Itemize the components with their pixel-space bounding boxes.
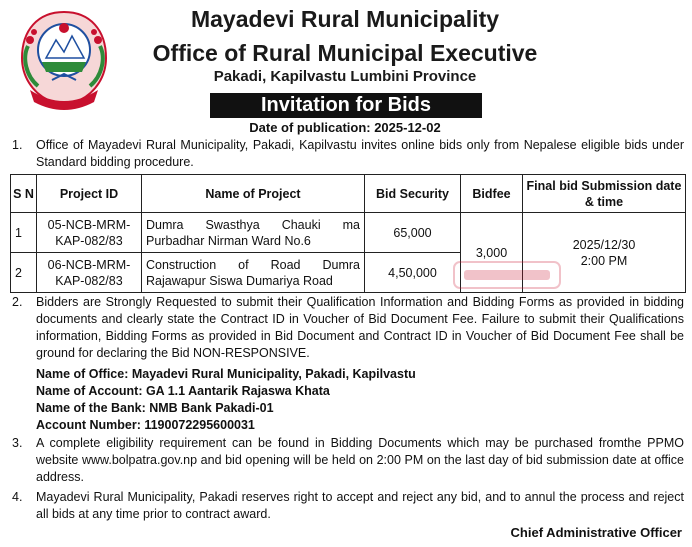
invitation-heading: Invitation for Bids [210,93,482,118]
cell-bidfee: 3,000 [461,213,523,293]
clause-text: Office of Mayadevi Rural Municipality, Pakadi, Kapilvastu invites online bids only from Nepalese eligible bids under Standard bidding procedure. [36,138,684,169]
clause-2 [12,294,684,362]
watermark-logo-icon [452,258,562,292]
bank-name: Name of the Bank: NMB Bank Pakadi-01 [36,401,274,415]
signatory-title: Chief Administrative Officer [510,525,682,540]
col-project-id-header: Project ID [37,175,142,213]
clause-number: 4. [12,490,23,504]
clause-number: 2. [12,295,23,309]
table-row [11,213,686,253]
cell-sn: 2 [11,253,37,293]
deadline-time: 2:00 PM [580,253,628,268]
col-bidfee-header: Bidfee [461,175,523,213]
clause-text: Mayadevi Rural Municipality, Pakadi reserves right to accept and reject any bid, and to annul the process and reject all bids at any time prior to contract award. [36,490,684,521]
table-header-row [11,175,686,213]
col-project-name-header: Name of Project [142,175,365,213]
cell-project-id: 06-NCB-MRM-KAP-082/83 [37,253,142,293]
account-office-name: Name of Office: Mayadevi Rural Municipality, Pakadi, Kapilvastu [36,367,416,381]
cell-project-id: 05-NCB-MRM-KAP-082/83 [37,213,142,253]
account-name: Name of Account: GA 1.1 Aantarik Rajaswa Khata [36,384,330,398]
cell-bid-security: 65,000 [365,213,461,253]
bid-table [10,174,686,293]
col-deadline-header: Final bid Submission date & time [523,175,686,213]
clause-number: 3. [12,436,23,450]
clause-3 [12,435,684,486]
clause-1 [12,137,684,171]
cell-project-name: Construction of Road Dumra Rajawapur Siswa Dumariya Road [142,253,365,293]
account-number: Account Number: 1190072295600031 [36,418,255,432]
clause-4 [12,489,684,523]
publication-date: Date of publication: 2025-12-02 [249,120,441,135]
office-title: Office of Rural Municipal Executive [152,40,538,66]
cell-project-name: Dumra Swasthya Chauki ma Purbadhar Nirman Ward No.6 [142,213,365,253]
cell-sn: 1 [11,213,37,253]
col-bid-security-header: Bid Security [365,175,461,213]
clause-number: 1. [12,138,23,152]
address-line: Pakadi, Kapilvastu Lumbini Province [213,68,477,85]
cell-bid-security: 4,50,000 [365,253,461,293]
municipality-title: Mayadevi Rural Municipality [190,6,500,32]
col-sn-header: S N [11,175,37,213]
deadline-date: 2025/12/30 [572,237,636,252]
clause-text: Bidders are Strongly Requested to submit their Qualification Information and Bidding Forms as provided in bidding documents and clearly state the Contract ID in Voucher of Bid Document Fee. Failure to submit their Qualifications information, Bidding Forms as provided in Bid Document and Contract ID in Voucher of Bid Document Fee shall be ground for declaring the Bid NON-RESPONSIVE. [36,295,684,360]
clause-text: A complete eligibility requirement can be found in Bidding Documents which may be purchased fromthe PPMO website www.bolpatra.gov.np and bid opening will be held on 2:00 PM on the last day of bid submission date at office address. [36,436,684,484]
